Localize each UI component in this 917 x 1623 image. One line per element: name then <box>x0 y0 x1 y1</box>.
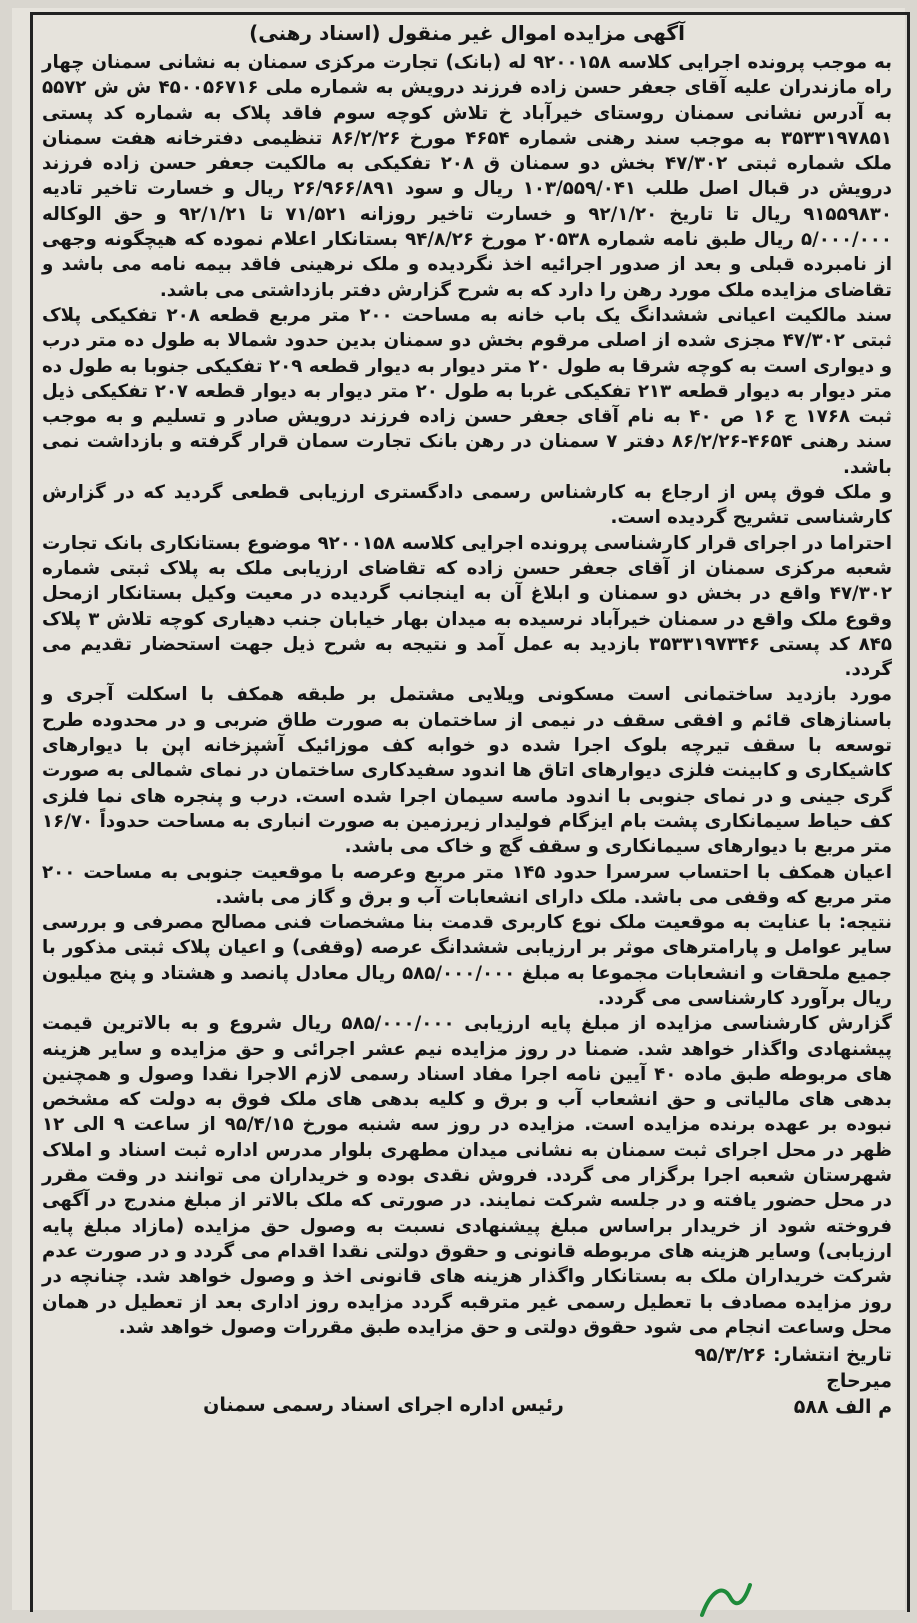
publish-date: تاریخ انتشار: ۹۵/۳/۲۶ <box>694 1344 892 1367</box>
paragraph-building-description: مورد بازدید ساختمانی است مسکونی ویلایی مشتمل بر طبقه همکف با اسکلت آجری و باسنازهای قائم و افقی سقف در نیمی از ساختمان به صورت طاق ضربی و در محدوده طرح توسعه با سقف تیرچه بلوک اجرا شده دو خوابه کف موزائیک آشپزخانه اپن با دیوارهای کاشیکاری و کابینت فلزی دیوارهای اتاق ها اندود سفیدکاری ساختمان در نمای شمالی به صورت گری جینی و در نمای جنوبی با اندود ماسه سیمان اجرا شده است. درب و پنجره های نما فلزی کف حیاط سیمانکاری پشت بام ایزگام فولیدار زیرزمین به صورت انباری به مساحت حدوداً ۱۶/۷۰ متر مربع با دیوارهای سیمانکاری و سقف گچ و خاک می باشد. <box>42 684 892 858</box>
notice-title: آگهی مزایده اموال غیر منقول (اسناد رهنی) <box>249 21 685 45</box>
signature-row <box>42 1394 892 1420</box>
signer-name: میرحاج <box>826 1370 892 1393</box>
paragraph-title-deed: سند مالکیت اعیانی ششدانگ یک باب خانه به مساحت ۲۰۰ متر مربع قطعه ۲۰۸ تفکیکی پلاک ثبتی ۴۷/۳۰۲ مجزی شده از اصلی مرقوم بخش دو سمنان بدین حدود شمالا به طول ده متر درب و دیواری است به کوچه شرقا به طول ۲۰ متر دیوار به دیوار قطعه ۲۰۹ تفکیکی جنوبا به طول ده متر دیوار به دیوار قطعه ۲۱۳ تفکیکی غربا به طول ۲۰ متر دیوار به دیوار قطعه ۲۰۷ تفکیکی ذیل ثبت ۱۷۶۸ ج ۱۶ ص ۴۰ به نام آقای جعفر حسن زاده فرزند درویش صادر و تسلیم و به موجب سند رهنی ۴۶۵۴-۸۶/۲/۲۶ دفتر ۷ سمنان در رهن بانک تجارت سمان قرار گرفته و بازداشت نمی باشد. <box>42 304 893 478</box>
paragraph-area: اعیان همکف با احتساب سرسرا حدود ۱۴۵ متر مربع وعرصه با موقعیت جنوبی به مساحت ۲۰۰ متر مربع که وقفی می باشد. ملک دارای انشعابات آب و برق و گاز می باشد. <box>42 861 893 908</box>
auction-notice <box>42 18 892 1420</box>
paragraph-expert-referral: و ملک فوق پس از ارجاع به کارشناس رسمی دادگستری ارزیابی قطعی گردید که در گزارش کارشناسی تشریح گردیده است. <box>42 482 892 529</box>
paragraph-auction-terms: گزارش کارشناسی مزایده از مبلغ پایه ارزیابی ۵۸۵/۰۰۰/۰۰۰ ریال شروع و به بالاترین قیمت پیشنهادی واگذار خواهد شد. ضمنا در روز مزایده نیم عشر اجرائی و حق مزایده و سایر هزینه های مربوطه طبق ماده ۴۰ آیین نامه اجرا مفاد اسناد رسمی لازم الاجرا نقدا وصول و همچنین بدهی های مالیاتی و حق انشعاب آب و برق و کلیه بدهی های ملک فوق به دولت که مشخص نبوده بر عهده برنده مزایده است. مزایده در روز سه شنبه مورخ ۹۵/۴/۱۵ از ساعت ۹ الی ۱۲ ظهر در محل اجرای ثبت سمنان به نشانی میدان مطهری بلوار مدرس اداره ثبت اسناد و املاک شهرستان شعبه اجرا برگزار می گردد. فروش نقدی بوده و خریداران می توانند در وقت مقرر در محل حضور یافته و در جلسه شرکت نمایند. در صورتی که ملک بالاتر از مبلغ مندرج در آگهی فروخته شود از خریدار براساس مبلغ پیشنهادی نسبت به وصول حق مزایده (مازاد مبلغ پایه ارزیابی) وسایر هزینه های مربوطه قانونی و حقوق دولتی نقدا اقدام می گردد و در صورت عدم شرکت خریداران ملک به بستانکار واگذار هزینه های قانونی اخذ و وصول خواهد شد. چنانچه در روز مزایده مصادف با تعطیل رسمی غیر مترقبه گردد مزایده روز اداری بعد از تعطیل در همان محل وساعت انجام می شود حقوق دولتی و حق مزایده طبق مقررات وصول خواهد شد. <box>42 1013 892 1338</box>
paragraph-inspection: احتراما در اجرای قرار کارشناسی پرونده اجرایی کلاسه ۹۲۰۰۱۵۸ موضوع بستانکاری بانک تجارت شعبه مرکزی سمنان از آقای جعفر حسن زاده که تقاضای ارزیابی ملک به پلاک ثبتی شماره ۴۷/۳۰۲ واقع در بخش دو سمنان و ابلاغ آن به اینجانب گردیده در معیت وکیل بستانکار ازمحل وقوع ملک واقع در سمنان خیرآباد نرسیده به میدان بهار خیابان جنب دهیاری کوچه تلاش ۳ پلاک ۸۴۵ کد پستی ۳۵۳۳۱۹۷۳۴۶ بازدید به عمل آمد و نتیجه به شرح ذیل جهت استحضار تقدیم می گردد. <box>42 532 893 681</box>
newspaper-clipping <box>12 8 905 1610</box>
paragraph-case-details: به موجب پرونده اجرایی کلاسه ۹۲۰۰۱۵۸ له (بانک) تجارت مرکزی سمنان به نشانی سمنان چهار راه مازندران علیه آقای جعفر حسن زاده فرزند درویش به شماره ملی ۴۵۰۰۵۶۷۱۶ ش ش ۵۵۷۲ به آدرس نشانی سمنان روستای خیرآباد خ تلاش کوچه سوم فاقد پلاک به شماره کد پستی ۳۵۳۳۱۹۷۸۵۱ به موجب سند رهنی شماره ۴۶۵۴ مورخ ۸۶/۲/۲۶ تنظیمی دفترخانه هفت سمنان ملک شماره ثبتی ۴۷/۳۰۲ بخش دو سمنان ق ۲۰۸ تفکیکی به مالکیت جعفر حسن زاده فرزند درویش در قبال اصل طلب ۱۰۳/۵۵۹/۰۴۱ ریال و سود ۲۶/۹۶۶/۸۹۱ ریال و خسارت تاخیر تادیه ۹۱۵۵۹۸۳۰ ریال تا تاریخ ۹۲/۱/۲۰ و خسارت تاخیر روزانه ۷۱/۵۲۱ تا ۹۲/۱/۲۱ و حق الوکاله ۵/۰۰۰/۰۰۰ ریال طبق نامه شماره ۲۰۵۳۸ مورخ ۹۴/۸/۲۶ بستانکار اعلام نموده که هیچگونه وجهی از نامبرده قبلی و بعد از صدور اجرائیه اخذ نگردیده و ملک نرهینی فاقد بیمه نامه می باشد و تقاضای مزایده ملک مورد رهن را دارد که به شرح گزارش دفتر بازداشتی می باشد. <box>42 52 893 301</box>
notice-footer <box>42 1342 892 1420</box>
handwritten-mark-icon <box>692 1563 762 1623</box>
notice-code: م الف ۵۸۸ <box>793 1396 892 1419</box>
signer-title: رئیس اداره اجرای اسناد رسمی سمنان <box>203 1394 564 1417</box>
paragraph-valuation-result: نتیجه: با عنایت به موقعیت ملک نوع کاربری قدمت بنا مشخصات فنی مصالح مصرفی و بررسی سایر عوامل و پارامترهای موثر بر ارزیابی ششدانگ عرصه (وقفی) و اعیان پلاک ثبتی مذکور با جمیع ملحقات و انشعابات مجموعا به مبلغ ۵۸۵/۰۰۰/۰۰۰ ریال معادل پانصد و هشتاد و پنج میلیون ریال برآورد کارشناسی می گردد. <box>42 912 892 1009</box>
